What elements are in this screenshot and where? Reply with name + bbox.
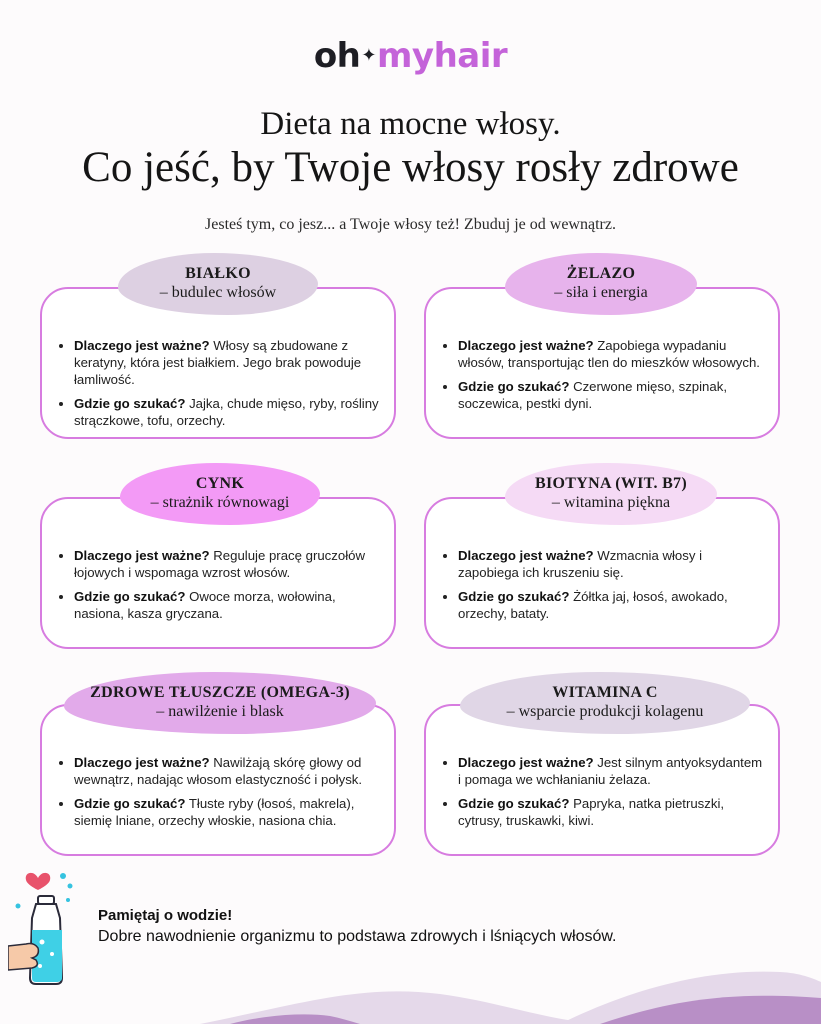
why-text: Nawilżają skórę głowy od wewnątrz, nadając włosom elastyczność i połysk. xyxy=(74,755,363,787)
nutrient-name: BIAŁKO xyxy=(185,265,251,282)
card-list xyxy=(62,337,382,436)
where-label: Gdzie go szukać? xyxy=(74,796,186,811)
where-label: Gdzie go szukać? xyxy=(458,589,570,604)
decorative-waves xyxy=(0,964,821,1024)
nutrient-name: ZDROWE TŁUSZCZE (OMEGA-3) xyxy=(90,684,350,701)
where-item xyxy=(458,588,766,622)
sparkle-icon: ✦ xyxy=(361,45,376,66)
where-label: Gdzie go szukać? xyxy=(458,796,570,811)
nutrient-tagline: – strażnik równowagi xyxy=(150,494,290,511)
why-text: Zapobiega wypadaniu włosów, transportując tlen do mieszków włosowych. xyxy=(458,338,760,370)
where-text: Jajka, chude mięso, ryby, rośliny strączkowe, tofu, orzechy. xyxy=(74,396,379,428)
why-label: Dlaczego jest ważne? xyxy=(74,755,210,770)
why-label: Dlaczego jest ważne? xyxy=(458,755,594,770)
nutrient-tagline: – siła i energia xyxy=(554,284,648,301)
nutrient-tagline: – wsparcie produkcji kolagenu xyxy=(506,703,704,720)
card-list xyxy=(62,547,382,629)
card-header-zelazo xyxy=(505,253,697,315)
why-text: Jest silnym antyoksydantem i pomaga we wchłanianiu żelaza. xyxy=(458,755,763,787)
nutrient-tagline: – nawilżenie i blask xyxy=(156,703,284,720)
nutrient-name: WITAMINA C xyxy=(552,684,658,701)
where-text: Papryka, natka pietruszki, cytrusy, truskawki, kiwi. xyxy=(458,796,725,828)
logo-part-oh: oh xyxy=(313,36,361,76)
where-label: Gdzie go szukać? xyxy=(458,379,570,394)
card-list xyxy=(446,754,766,836)
why-text: Reguluje pracę gruczołów łojowych i wspomaga wzrost włosów. xyxy=(74,548,365,580)
why-text: Wzmacnia włosy i zapobiega ich kruszeniu się. xyxy=(458,548,703,580)
nutrient-name: BIOTYNA (WIT. B7) xyxy=(535,475,687,492)
nutrient-name: ŻELAZO xyxy=(566,265,636,282)
where-text: Czerwone mięso, szpinak, soczewica, pestki dyni. xyxy=(458,379,727,411)
why-item xyxy=(74,547,382,581)
where-item xyxy=(74,395,382,429)
where-text: Żółtka jaj, łosoś, awokado, orzechy, bataty. xyxy=(458,589,728,621)
why-text: Włosy są zbudowane z keratyny, która jest białkiem. Jego brak powoduje łamliwość. xyxy=(74,338,362,387)
why-label: Dlaczego jest ważne? xyxy=(74,338,210,353)
card-header-bialko xyxy=(118,253,318,315)
water-note-text: Dobre nawodnienie organizmu to podstawa zdrowych i lśniących włosów. xyxy=(98,928,617,945)
page-subtitle: Jesteś tym, co jesz... a Twoje włosy też! Zbuduj je od wewnątrz. xyxy=(205,216,616,233)
where-item xyxy=(458,378,766,412)
where-label: Gdzie go szukać? xyxy=(74,396,186,411)
card-header-biotyna xyxy=(505,463,717,525)
card-header-cynk xyxy=(120,463,320,525)
brand-logo xyxy=(0,36,821,76)
why-item xyxy=(74,337,382,388)
why-label: Dlaczego jest ważne? xyxy=(74,548,210,563)
logo-part-myhair: myhair xyxy=(377,36,508,76)
card-list xyxy=(62,754,382,836)
where-text: Owoce morza, wołowina, nasiona, kasza gryczana. xyxy=(74,589,336,621)
why-label: Dlaczego jest ważne? xyxy=(458,548,594,563)
water-note-title: Pamiętaj o wodzie! xyxy=(98,907,233,924)
why-label: Dlaczego jest ważne? xyxy=(458,338,594,353)
where-item xyxy=(74,588,382,622)
nutrient-tagline: – witamina piękna xyxy=(551,494,671,511)
card-header-omega3 xyxy=(64,672,376,734)
why-item xyxy=(74,754,382,788)
where-item xyxy=(458,795,766,829)
why-item xyxy=(458,754,766,788)
nutrient-name: CYNK xyxy=(195,475,245,492)
why-item xyxy=(458,337,766,371)
card-list xyxy=(446,337,766,419)
where-item xyxy=(74,795,382,829)
where-label: Gdzie go szukać? xyxy=(74,589,186,604)
card-header-witamina-c xyxy=(460,672,750,734)
heart-icon xyxy=(26,873,51,890)
card-list xyxy=(446,547,766,629)
where-text: Tłuste ryby (łosoś, makrela), siemię lniane, orzechy włoskie, nasiona chia. xyxy=(74,796,355,828)
nutrient-tagline: – budulec włosów xyxy=(159,284,277,301)
why-item xyxy=(458,547,766,581)
page-title-line2: Co jeść, by Twoje włosy rosły zdrowe xyxy=(82,144,739,191)
page-title-line1: Dieta na mocne włosy. xyxy=(260,106,561,142)
